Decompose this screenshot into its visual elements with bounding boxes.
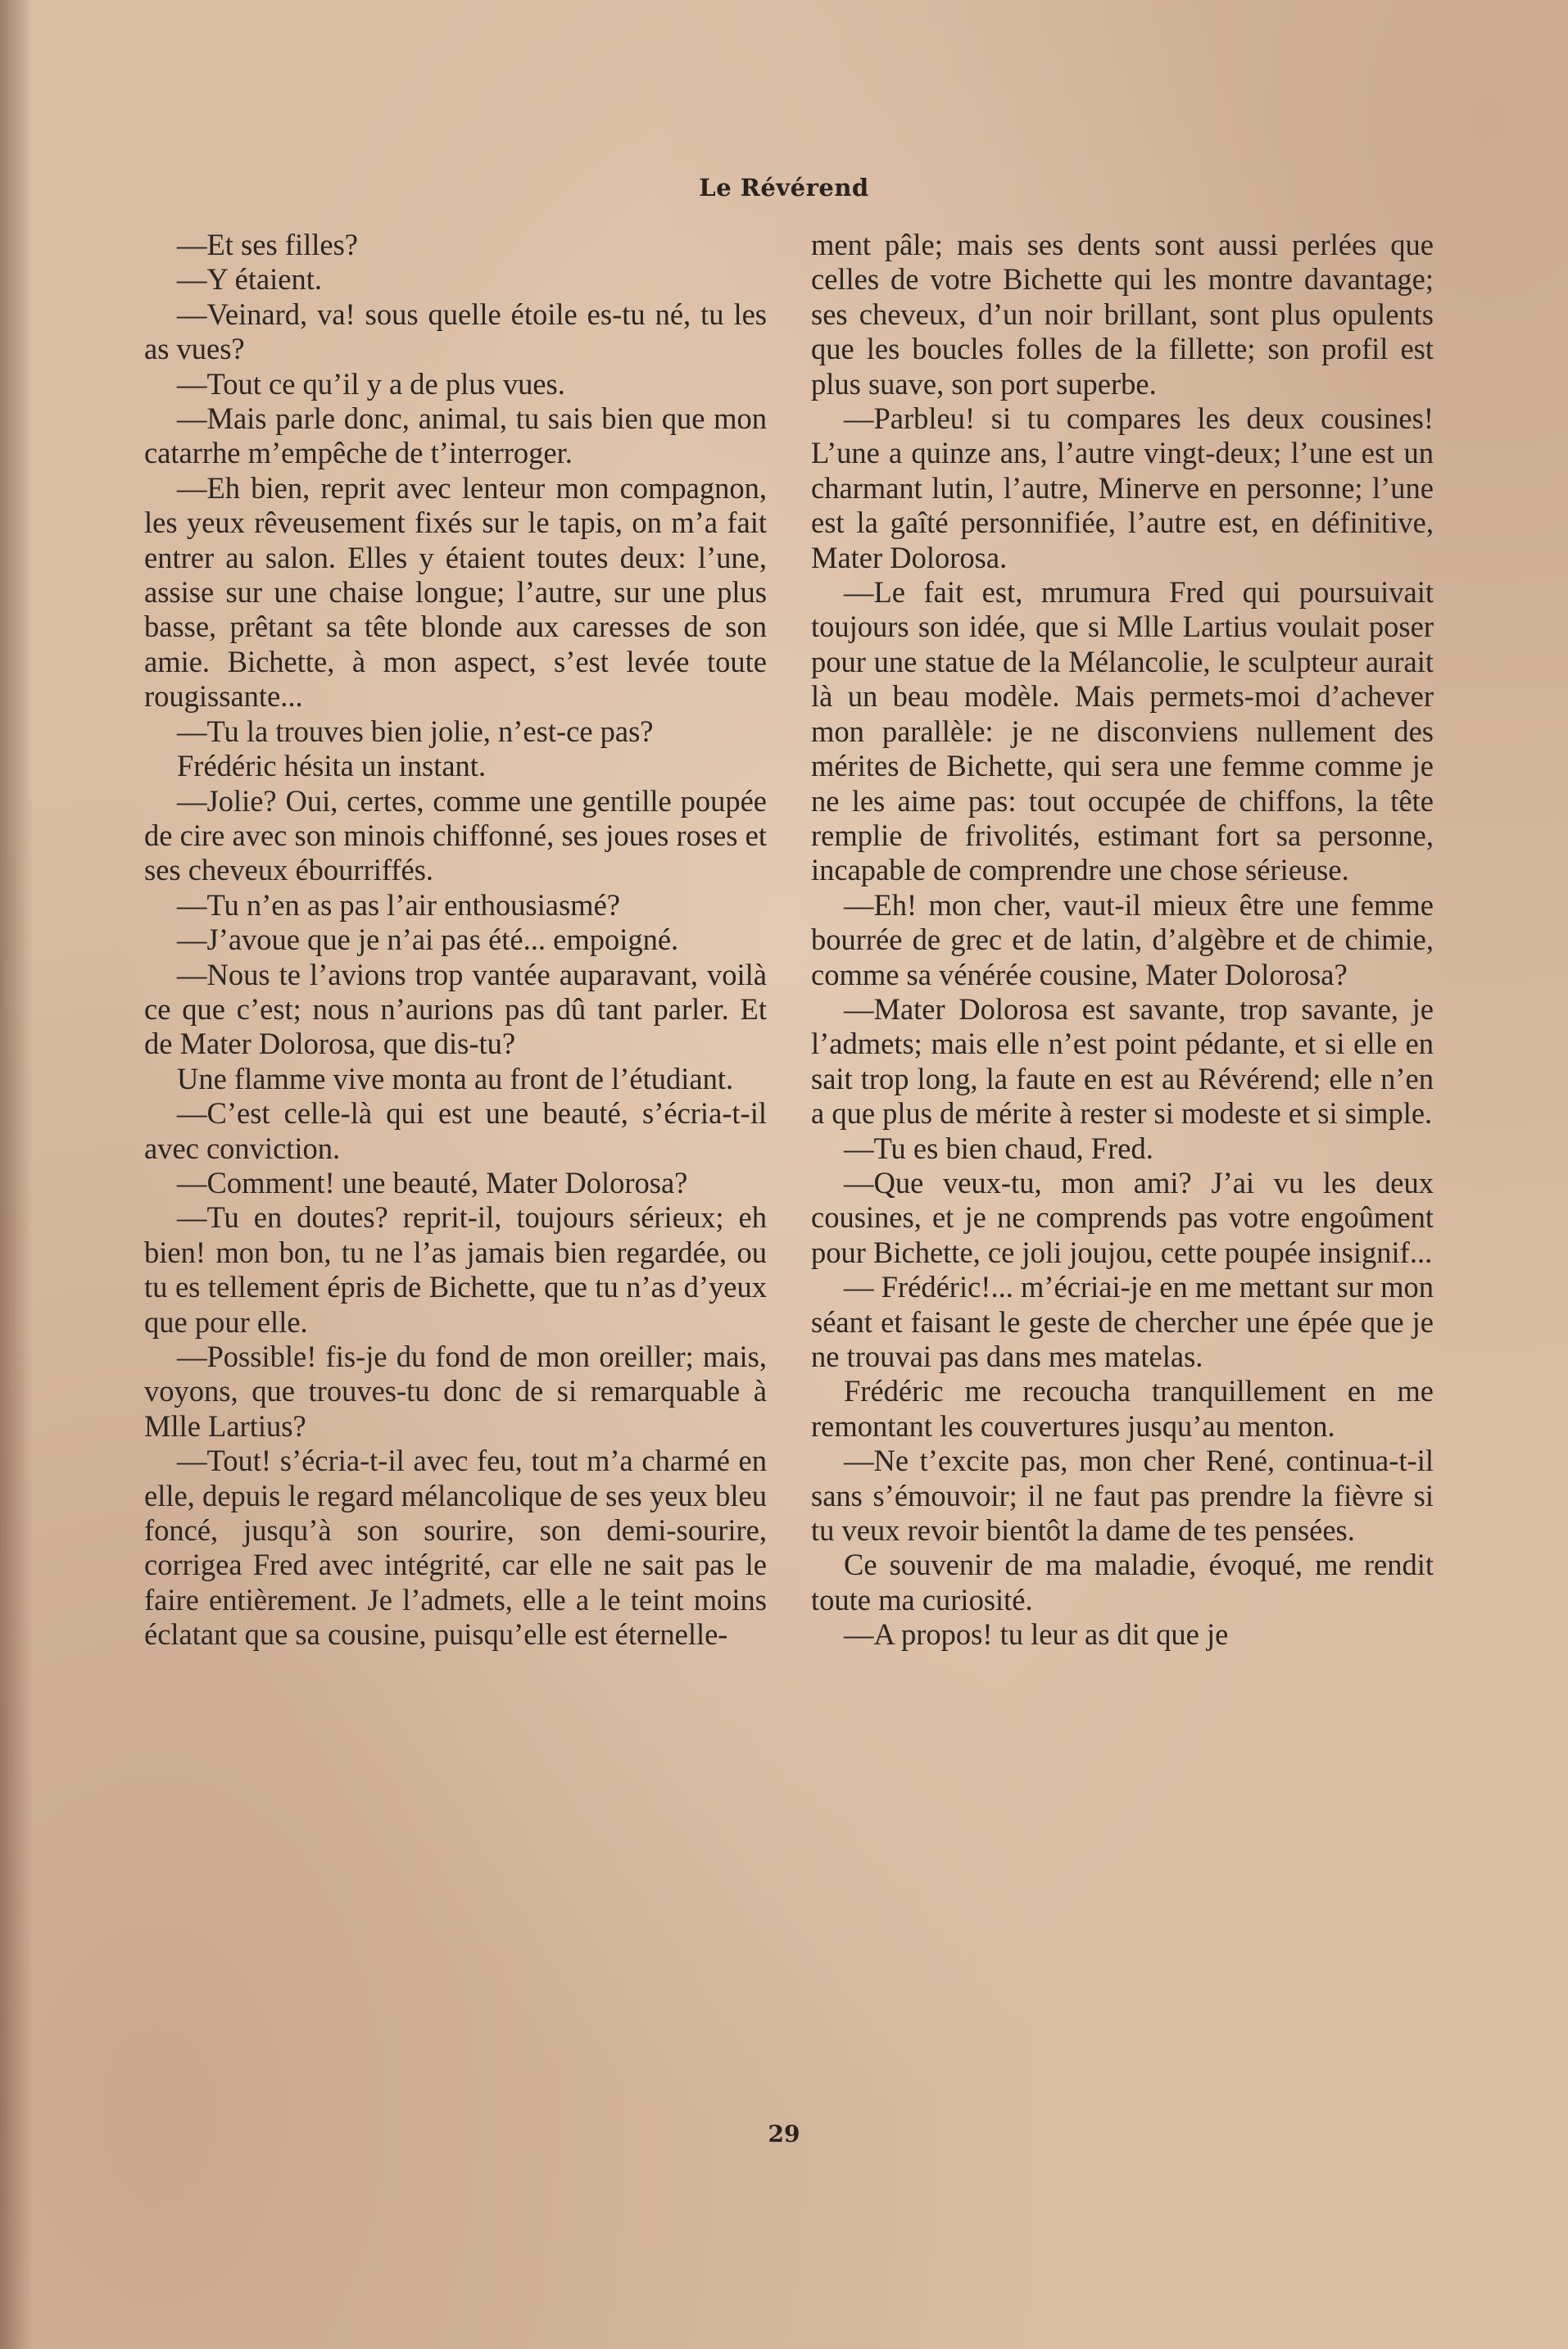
paragraph: —Tu es bien chaud, Fred. (844, 1131, 1153, 1165)
paragraph: —Tu la trouves bien jolie, n’est-ce pas? (177, 714, 654, 748)
paragraph: —Eh! mon cher, vaut-il mieux être une femme bourrée de grec et de latin, d’algèbre et de chimie, comme sa vénérée cousine, Mater Dolorosa? (811, 887, 1434, 991)
paragraph: —Veinard, va! sous quelle étoile es-tu né, tu les as vues? (144, 297, 767, 366)
paragraph: —Eh bien, reprit avec lenteur mon compagnon, les yeux rêveusement fixés sur le tapis, on m’a fait entrer au salon. Elles y étaient toutes deux: l’une, assise sur une chaise longue; l’autre, sur une plus basse, prêtant sa tête blonde aux caresses de son amie. Bichette, à mon aspect, s’est levée toute rougissante... (144, 470, 767, 714)
paragraph: —Tu en doutes? reprit-il, toujours sérieux; eh bien! mon bon, tu ne l’as jamais bien regardée, ou tu es tellement épris de Bichette, que tu n’as d’yeux que pour elle. (144, 1200, 767, 1339)
paragraph: —A propos! tu leur as dit que je (844, 1617, 1229, 1652)
paragraph: —Le fait est, mrumura Fred qui poursuivait toujours son idée, que si Mlle Lartius voulait poser pour une statue de la Mélancolie, le sculpteur aurait là un beau modèle. Mais permets-moi d’achever mon parallèle: je ne disconviens nullement des mérites de Bichette, qui sera une femme comme je ne les aime pas: tout occupée de chiffons, la tête remplie de frivolités, estimant fort sa personne, incapable de comprendre une chose sérieuse. (811, 575, 1434, 887)
paragraph: —Jolie? Oui, certes, comme une gentille poupée de cire avec son minois chiffonné, ses joues roses et ses cheveux ébourriffés. (144, 783, 767, 887)
paragraph: —Que veux-tu, mon ami? J’ai vu les deux cousines, et je ne comprends pas votre engoûment pour Bichette, ce joli joujou, cette poupée insignif... (811, 1165, 1434, 1269)
paragraph: Une flamme vive monta au front de l’étudiant. (177, 1061, 734, 1095)
page-number: 29 (768, 2120, 800, 2147)
paragraph: Frédéric hésita un instant. (177, 749, 487, 783)
paragraph: —Ne t’excite pas, mon cher René, continua-t-il sans s’émouvoir; il ne faut pas prendre la fièvre si tu veux revoir bientôt la dame de tes pensées. (811, 1444, 1434, 1548)
paragraph: —Nous te l’avions trop vantée auparavant, voilà ce que c’est; nous n’aurions pas dû tant parler. Et de Mater Dolorosa, que dis-tu? (144, 957, 767, 1061)
paragraph: —Mais parle donc, animal, tu sais bien que mon catarrhe m’empêche de t’interroger. (144, 401, 767, 470)
paragraph: Ce souvenir de ma maladie, évoqué, me rendit toute ma curiosité. (811, 1548, 1434, 1617)
paragraph: —Parbleu! si tu compares les deux cousines! L’une a quinze ans, l’autre vingt-deux; l’une est un charmant lutin, l’autre, Minerve en personne; l’une est la gaîté personnifiée, l’autre est, en définitive, Mater Dolorosa. (811, 401, 1434, 574)
paragraph: —Mater Dolorosa est savante, trop savante, je l’admets; mais elle n’est point pédante, et si elle en sait trop long, la faute en est au Révérend; elle n’en a que plus de mérite à rester si modeste et si simple. (811, 991, 1434, 1131)
paragraph: —Tout! s’écria-t-il avec feu, tout m’a charmé en elle, depuis le regard mélancolique de ses yeux bleu foncé, jusqu’à son sourire, son demi-sourire, corrigea Fred avec intégrité, car elle ne sait pas le faire entièrement. Je l’admets, elle a le teint moins éclatant que sa cousine, puisqu’elle est éternelle- (144, 1444, 767, 1652)
paragraph: —J’avoue que je n’ai pas été... empoigné. (177, 923, 679, 957)
paragraph: —Comment! une beauté, Mater Dolorosa? (177, 1165, 688, 1199)
paragraph: — Frédéric!... m’écriai-je en me mettant sur mon séant et faisant le geste de chercher une épée que je ne trouvai pas dans mes matelas. (811, 1270, 1434, 1373)
paragraph: —Et ses filles? (177, 228, 358, 261)
paragraph: —Tout ce qu’il y a de plus vues. (177, 366, 565, 401)
paragraph: —Y étaient. (177, 262, 323, 297)
paragraph: —Tu n’en as pas l’air enthousiasmé? (177, 887, 620, 922)
running-head: Le Révérend (699, 174, 869, 202)
right-column (811, 228, 1434, 1653)
paragraph: —C’est celle-là qui est une beauté, s’écria-t-il avec conviction. (144, 1096, 767, 1165)
left-column (144, 228, 767, 1653)
paragraph: —Possible! fis-je du fond de mon oreiller; mais, voyons, que trouves-tu donc de si remarquable à Mlle Lartius? (144, 1340, 767, 1443)
page-edge-shadow (0, 0, 33, 2349)
paragraph: Frédéric me recoucha tranquillement en me remontant les couvertures jusqu’au menton. (811, 1374, 1434, 1443)
paragraph-continued: ment pâle; mais ses dents sont aussi perlées que celles de votre Bichette qui les montre davantage; ses cheveux, d’un noir brillant, sont plus opulents que les boucles folles de la fillette; son profil est plus suave, son port superbe. (811, 228, 1434, 401)
